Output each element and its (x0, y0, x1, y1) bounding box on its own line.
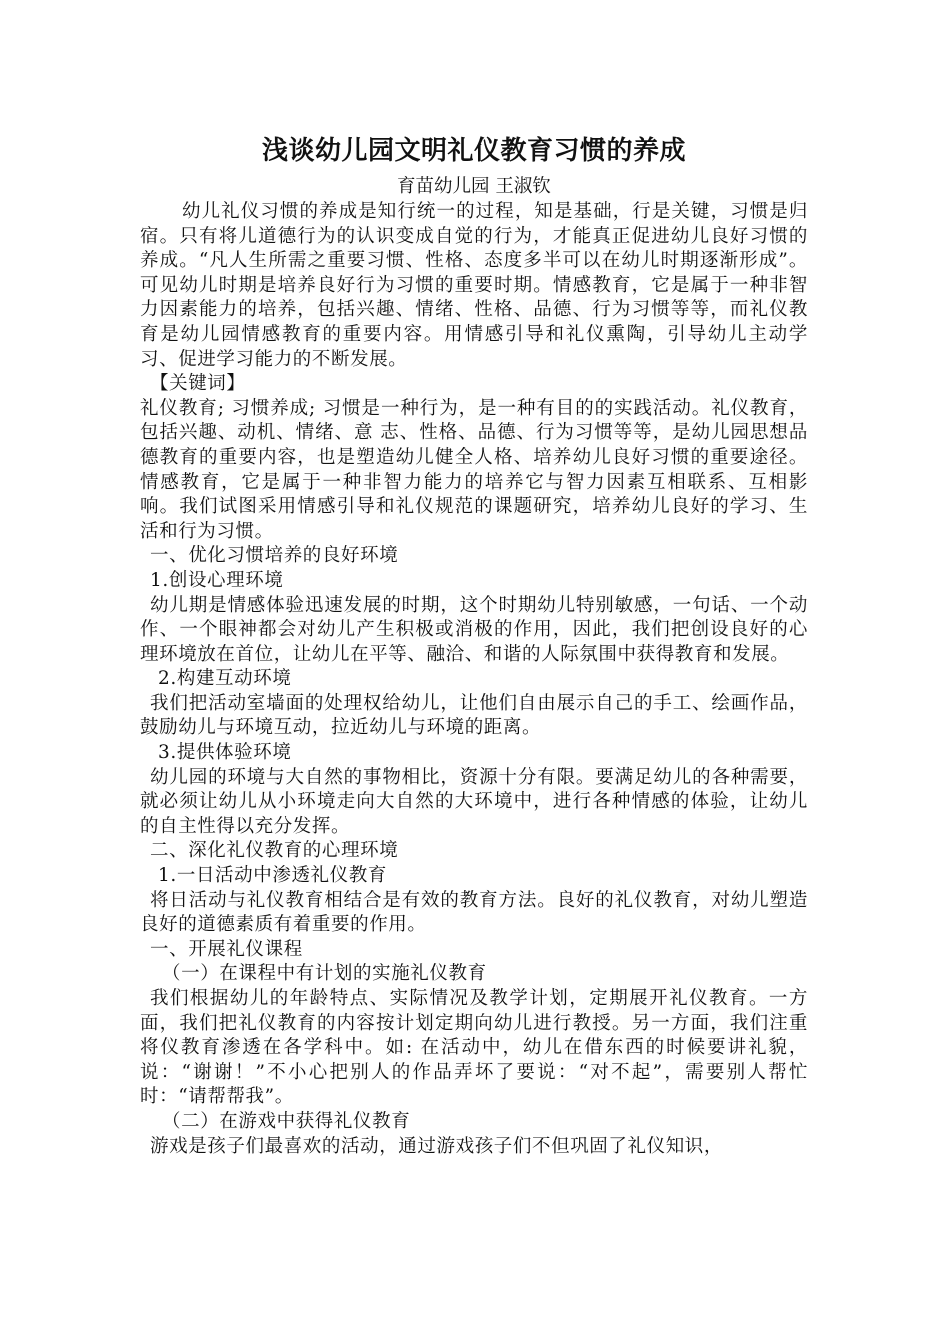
keywords-paragraph: 礼仪教育; 习惯养成; 习惯是一种行为，是一种有目的的实践活动。礼仪教育，包括兴趣、动机、情绪、意 志、性格、品德、行为习惯等等，是幼儿园思想品德教育的重要内容，也是塑造幼儿健全人格、培养幼儿良好习惯的重要途径。情感教育，它是属于一种非智力能力的培养它与智力因素互相联系、互相影响。我们试图采用情感引导和礼仪规范的课题研究，培养幼儿良好的学习、生活和行为习惯。 (140, 397, 808, 542)
author-line: 育苗幼儿园 王淑钦 (397, 176, 551, 197)
abstract-paragraph: 幼儿礼仪习惯的养成是知行统一的过程，知是基础，行是关键，习惯是归宿。只有将儿道德行为的认识变成自觉的行为，才能真正促进幼儿良好习惯的养成。“凡人生所需之重要习惯、性格、态度多半可以在幼儿时期逐渐形成”。可见幼儿时期是培养良好行为习惯的重要时期。情感教育，它是属于一种非智力因素能力的培养，包括兴趣、情绪、性格、品德、行为习惯等等，而礼仪教育是幼儿园情感教育的重要内容。用情感引导和礼仪熏陶，引导幼儿主动学习、促进学习能力的不断发展。 (140, 201, 808, 370)
paragraph-1-1: 幼儿期是情感体验迅速发展的时期，这个时期幼儿特别敏感，一句话、一个动作、一个眼神都会对幼儿产生积极或消极的作用，因此，我们把创设良好的心理环境放在首位，让幼儿在平等、融洽、和谐的人际氛围中获得教育和发展。 (140, 594, 808, 665)
section-heading-2: 二、深化礼仪教育的心理环境 (150, 840, 399, 862)
paragraph-1-3: 幼儿园的环境与大自然的事物相比，资源十分有限。要满足幼儿的各种需要，就必须让幼儿从小环境走向大自然的大环境中，进行各种情感的体验，让幼儿的自主性得以充分发挥。 (140, 766, 808, 837)
section-heading-1: 一、优化习惯培养的良好环境 (150, 545, 399, 567)
subsection-heading-1-3: 3.提供体验环境 (158, 742, 292, 764)
paragraph-1-2: 我们把活动室墙面的处理权给幼儿，让他们自由展示自己的手工、绘画作品，鼓励幼儿与环境互动，拉近幼儿与环境的距离。 (140, 692, 808, 739)
subsection-heading-1-2: 2.构建互动环境 (158, 668, 292, 690)
paragraph-3-1: 我们根据幼儿的年龄特点、实际情况及教学计划，定期展开礼仪教育。一方面，我们把礼仪教育的内容按计划定期向幼儿进行教授。另一方面，我们注重将仪教育渗透在各学科中。如: 在活动中，幼儿在借东西的时候要讲礼貌，说：“谢谢！”不小心把别人的作品弄坏了要说：“对不起”，需要别人帮忙时：“请帮帮我”。 (140, 988, 808, 1108)
keywords-heading: 【关键词】 (150, 373, 246, 395)
subsection-heading-3-1: （一）在课程中有计划的实施礼仪教育 (162, 963, 487, 985)
subsection-heading-1-1: 1.创设心理环境 (150, 569, 284, 591)
paragraph-3-2: 游戏是孩子们最喜欢的活动，通过游戏孩子们不但巩固了礼仪知识， (150, 1135, 724, 1157)
section-heading-3: 一、开展礼仪课程 (150, 938, 303, 960)
document-title: 浅谈幼儿园文明礼仪教育习惯的养成 (261, 136, 686, 166)
subsection-heading-2-1: 1.一日活动中渗透礼仪教育 (158, 865, 387, 887)
paragraph-2-1: 将日活动与礼仪教育相结合是有效的教育方法。良好的礼仪教育，对幼儿塑造良好的道德素质有着重要的作用。 (140, 889, 808, 936)
document-page (140, 128, 808, 1159)
subsection-heading-3-2: （二）在游戏中获得礼仪教育 (162, 1110, 411, 1132)
